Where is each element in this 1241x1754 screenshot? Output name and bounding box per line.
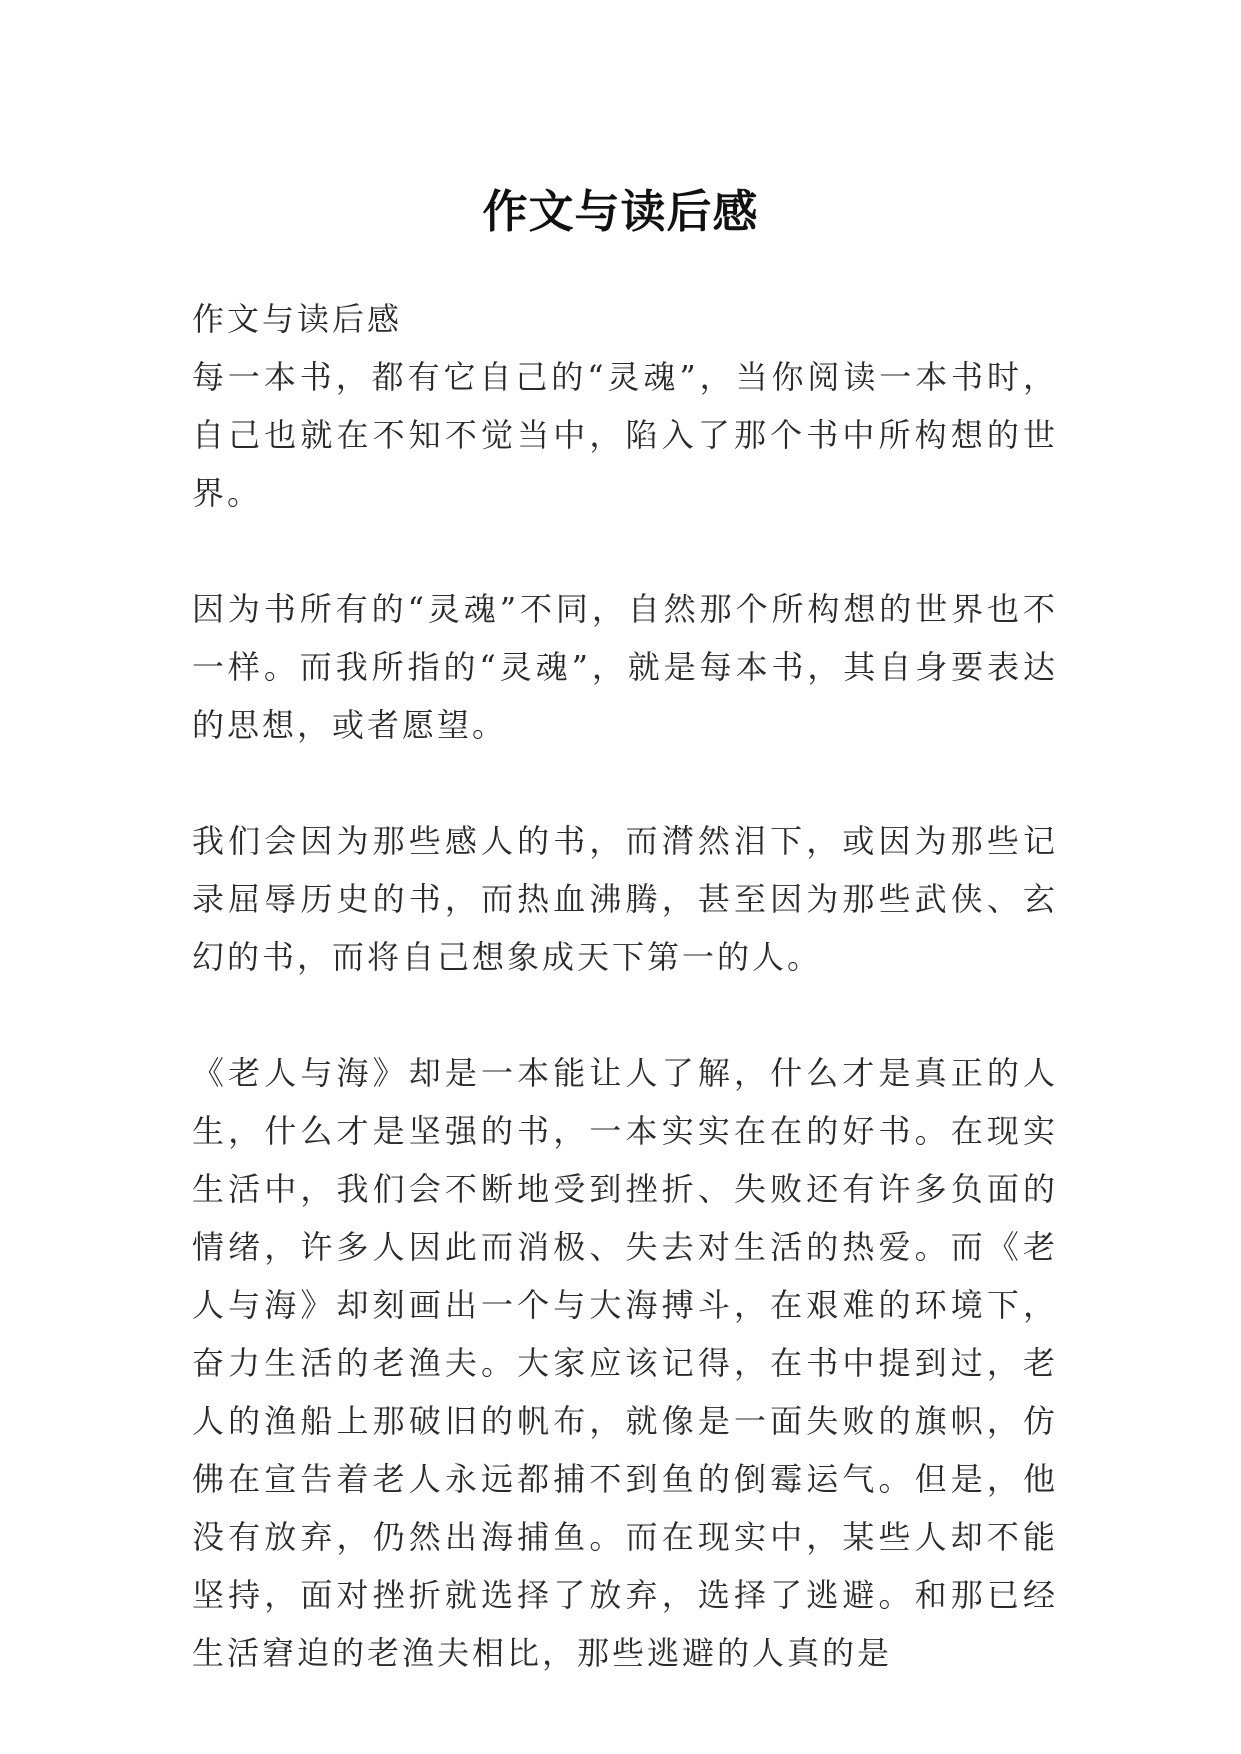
document-subtitle: 作文与读后感 — [192, 300, 403, 338]
page-title: 作文与读后感 — [482, 185, 759, 239]
document-body — [192, 290, 1058, 1682]
paragraph-1: 每一本书，都有它自己的“灵魂”，当你阅读一本书时，自己也就在不知不觉当中，陷入了那个书中所构想的世界。 — [192, 358, 1058, 512]
paragraph-2: 因为书所有的“灵魂”不同，自然那个所构想的世界也不一样。而我所指的“灵魂”，就是每本书，其自身要表达的思想，或者愿望。 — [192, 590, 1058, 744]
paragraph-4: 《老人与海》却是一本能让人了解，什么才是真正的人生，什么才是坚强的书，一本实实在在的好书。在现实生活中，我们会不断地受到挫折、失败还有许多负面的情绪，许多人因此而消极、失去对生活的热爱。而《老人与海》却刻画出一个与大海搏斗，在艰难的环境下，奋力生活的老渔夫。大家应该记得，在书中提到过，老人的渔船上那破旧的帆布，就像是一面失败的旗帜，仿佛在宣告着老人永远都捕不到鱼的倒霉运气。但是，他没有放弃，仍然出海捕鱼。而在现实中，某些人却不能坚持，面对挫折就选择了放弃，选择了逃避。和那已经生活窘迫的老渔夫相比，那些逃避的人真的是 — [192, 1054, 1058, 1672]
paragraph-3: 我们会因为那些感人的书，而潸然泪下，或因为那些记录屈辱历史的书，而热血沸腾，甚至因为那些武侠、玄幻的书，而将自己想象成天下第一的人。 — [192, 822, 1058, 976]
